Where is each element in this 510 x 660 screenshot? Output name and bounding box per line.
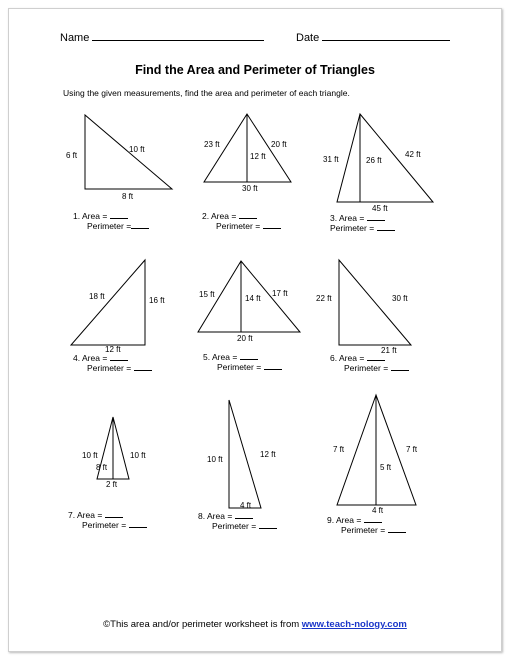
label-6-2: 21 ft [381,346,397,355]
area-blank[interactable] [240,352,258,360]
area-label: Area = [336,515,362,525]
label-2-0: 23 ft [204,140,220,149]
label-5-2: 17 ft [272,289,288,298]
area-blank[interactable] [239,211,257,219]
problem-3-answers [330,213,395,233]
problem-1-answers [73,211,149,231]
footer-link[interactable]: www.teach-nology.com [301,619,407,630]
area-blank[interactable] [367,213,385,221]
triangle-8 [229,400,261,508]
problem-number: 5. [203,352,211,362]
perimeter-blank[interactable] [264,362,282,370]
label-3-0: 31 ft [323,155,339,164]
perimeter-label: Perimeter = [212,521,257,531]
label-8-0: 10 ft [207,455,223,464]
problem-number: 8. [198,511,206,521]
perimeter-blank[interactable] [388,525,406,533]
label-3-2: 42 ft [405,150,421,159]
perimeter-label: Perimeter = [82,520,127,530]
label-7-0: 10 ft [82,451,98,460]
problem-number: 1. [73,211,81,221]
problem-number: 9. [327,515,335,525]
area-label: Area = [212,352,238,362]
label-9-3: 4 ft [372,506,384,515]
perimeter-blank[interactable] [377,223,395,231]
perimeter-blank[interactable] [134,363,152,371]
name-label: Name [60,32,90,44]
label-1-0: 6 ft [66,151,78,160]
perimeter-label: Perimeter = [341,525,386,535]
problem-7-answers [68,510,147,530]
footer [0,619,510,630]
label-5-1: 14 ft [245,294,261,303]
label-6-1: 30 ft [392,294,408,303]
problem-4-answers [73,353,152,373]
label-8-1: 12 ft [260,450,276,459]
problem-6-answers [330,353,409,373]
area-blank[interactable] [235,511,253,519]
perimeter-blank[interactable] [263,221,281,229]
label-9-2: 5 ft [380,463,392,472]
area-label: Area = [207,511,233,521]
area-label: Area = [339,213,365,223]
perimeter-label: Perimeter = [217,362,262,372]
label-2-3: 30 ft [242,184,258,193]
perimeter-blank[interactable] [391,363,409,371]
area-blank[interactable] [110,353,128,361]
area-blank[interactable] [367,353,385,361]
perimeter-label: Perimeter = [330,223,375,233]
area-label: Area = [77,510,103,520]
perimeter-label: Perimeter = [344,363,389,373]
problem-number: 4. [73,353,81,363]
label-3-3: 45 ft [372,204,388,213]
problem-2-answers [202,211,281,231]
problem-5-answers [203,352,282,372]
area-label: Area = [339,353,365,363]
area-label: Area = [82,353,108,363]
label-7-2: 8 ft [96,463,108,472]
perimeter-blank[interactable] [129,520,147,528]
perimeter-blank[interactable] [259,521,277,529]
label-7-1: 10 ft [130,451,146,460]
problem-number: 3. [330,213,338,223]
label-2-2: 12 ft [250,152,266,161]
area-label: Area = [211,211,237,221]
date-label: Date [296,32,320,44]
label-1-2: 8 ft [122,192,134,201]
area-blank[interactable] [364,515,382,523]
area-label: Area = [82,211,108,221]
footer-text: ©This area and/or perimeter worksheet is from [103,619,302,630]
label-6-0: 22 ft [316,294,332,303]
label-5-3: 20 ft [237,334,253,343]
label-4-1: 16 ft [149,296,165,305]
problem-number: 6. [330,353,338,363]
label-4-0: 18 ft [89,292,105,301]
label-5-0: 15 ft [199,290,215,299]
area-blank[interactable] [105,510,123,518]
label-3-1: 26 ft [366,156,382,165]
triangle-4 [71,260,145,345]
label-8-2: 4 ft [240,501,252,510]
problem-number: 2. [202,211,210,221]
label-9-0: 7 ft [333,445,345,454]
instructions: Using the given measurements, find the area and perimeter of each triangle. [63,88,350,98]
perimeter-label: Perimeter = [87,363,132,373]
label-7-3: 2 ft [106,480,118,489]
problem-number: 7. [68,510,76,520]
label-4-2: 12 ft [105,345,121,354]
problem-8-answers [198,511,277,531]
problem-9-answers [327,515,406,535]
label-2-1: 20 ft [271,140,287,149]
perimeter-blank[interactable] [131,221,149,229]
page-title: Find the Area and Perimeter of Triangles [135,63,375,77]
area-blank[interactable] [110,211,128,219]
perimeter-label: Perimeter = [216,221,261,231]
label-1-1: 10 ft [129,145,145,154]
label-9-1: 7 ft [406,445,418,454]
perimeter-label: Perimeter = [87,221,132,231]
